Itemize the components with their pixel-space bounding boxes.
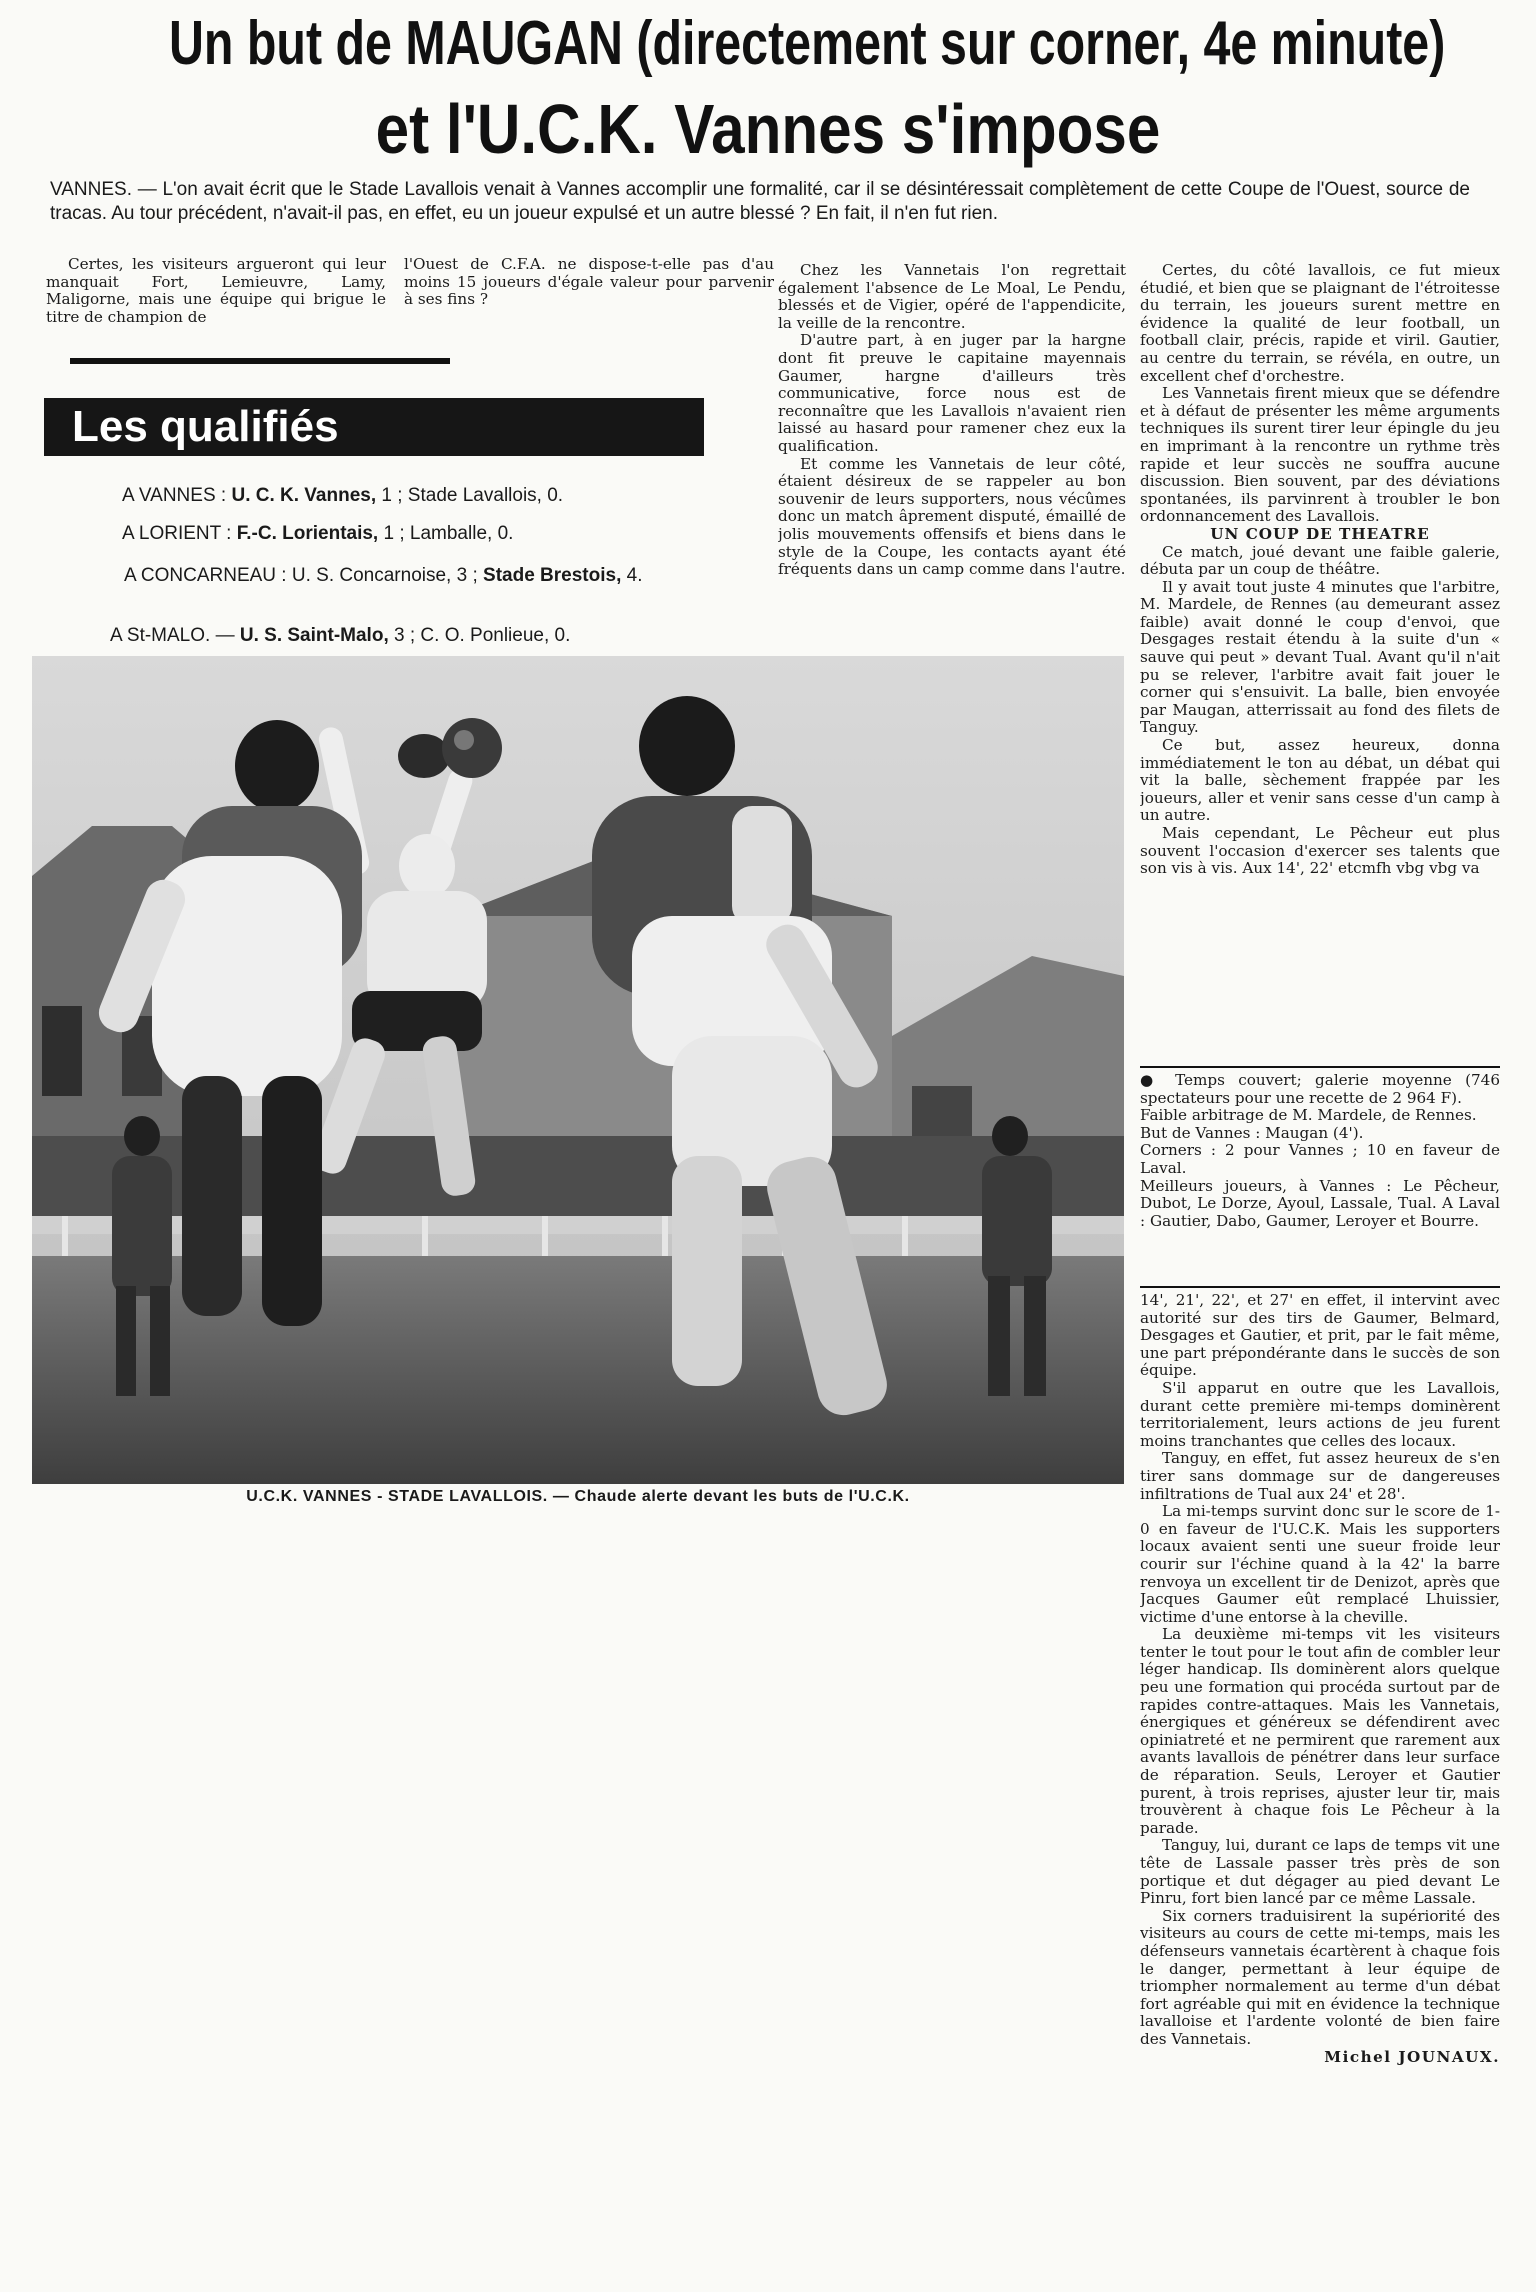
result-winner: U. C. K. Vannes, (231, 485, 377, 506)
paragraph: Et comme les Vannetais de leur côté, étaient désireux de se rappeler au bon souvenir de leurs supporters, nous vécûmes donc un match âprement disputé, émaillé de jolis mouvements offensifs et biens dans le style de la Coupe, les contacts ayant été fréquents dans un camp comme dans l'autre. (778, 454, 1126, 579)
result-winner: U. S. Saint-Malo, (239, 625, 389, 646)
info-line: Meilleurs joueurs, à Vannes : Le Pêcheur, Dubot, Le Dorze, Ayoul, Lassale, Tual. A Laval : Gautier, Dabo, Gaumer, Leroyer et Bourre. (1140, 1176, 1500, 1230)
column-2-text (404, 256, 774, 309)
result-concarneau (84, 564, 734, 588)
info-line: Corners : 2 pour Vannes ; 10 en faveur de Laval. (1140, 1141, 1500, 1177)
paragraph: Chez les Vannetais l'on regrettait également l'absence de Le Moal, Le Pendu, blessés et de Vigier, opéré de l'appendicite, la veille de la rencontre. (778, 262, 1126, 332)
match-photo (32, 656, 1124, 1484)
column-1-text (46, 256, 386, 326)
result-lorient (122, 522, 513, 546)
paragraph: l'Ouest de C.F.A. ne dispose-t-elle pas d'au moins 15 joueurs d'égale valeur pour parvenir à ses fins ? (404, 256, 774, 309)
headline-line2: et l'U.C.K. Vannes s'impose (375, 90, 1161, 168)
result-rest: 3 ; C. O. Ponlieue, 0. (394, 625, 571, 646)
paragraph: Six corners traduisirent la supériorité des visiteurs au cours de cette mi-temps, mais les défenseurs vannetais écartèrent à chaque fois le danger, permettant à leur équipe de triompher normalement au terme d'un débat fort agréable qui mit en évidence la technique lavalloise et l'ardente volonté de bien faire des Vannetais. (1140, 1906, 1500, 2048)
result-rest: 1 ; Stade Lavallois, 0. (381, 485, 564, 506)
lead-paragraph: VANNES. — L'on avait écrit que le Stade Lavallois venait à Vannes accomplir une formalité, car il se désintéressait complètement de cette Coupe de l'Ouest, source de tracas. Au tour précédent, n'avait-il pas, en effet, eu un joueur expulsé et un autre blessé ? En fait, il n'en fut rien. (50, 179, 1470, 224)
result-rest: U. S. Concarnoise, 3 ; (291, 565, 478, 586)
paragraph: Tanguy, lui, durant ce laps de temps vit une tête de Lassale passer très près de son portique et dut dégager au pied devant Le Pinru, fort bien lancé par ce même Lassale. (1140, 1836, 1500, 1908)
paragraph: Les Vannetais firent mieux que se défendre et à défaut de présenter les même arguments techniques ils surent tirer leur épingle du jeu en imprimant à la rencontre un rythme très rapide et leur succès ne souffra aucune discussion. Bien souvent, par des déviations spontanées, ils parvinrent à troubler le bon ordonnancement des Lavallois. (1140, 384, 1500, 526)
info-line: ● Temps couvert; galerie moyenne (746 spectateurs pour une recette de 2 964 F). (1140, 1072, 1500, 1107)
paragraph: Tanguy, en effet, fut assez heureux de s'en tirer sans dommage sur de dangereuses infiltrations de Tual aux 24' et 28'. (1140, 1449, 1500, 1503)
info-line: Faible arbitrage de M. Mardele, de Rennes. (1140, 1106, 1477, 1125)
result-saint-malo (110, 624, 570, 648)
info-line: But de Vannes : Maugan (4'). (1140, 1123, 1364, 1142)
paragraph: S'il apparut en outre que les Lavallois, durant cette première mi-temps dominèrent territorialement, leurs actions de jeu furent moins tranchantes que celles des locaux. (1140, 1378, 1500, 1450)
paragraph: Certes, les visiteurs argueront qui leur manquait Fort, Lemieuvre, Lamy, Maligorne, mais une équipe qui brigue le titre de champion de (46, 256, 386, 326)
result-vannes (122, 484, 563, 508)
result-place: A VANNES : (122, 485, 227, 506)
column-4-continued (1140, 1292, 1500, 2282)
paragraph: La mi-temps survint donc sur le score de 1-0 en faveur de l'U.C.K. Mais les supporters locaux avaient senti une sueur froide leur courir sur l'échine quand à la 42' la barre renvoya un excellent tir de Denizot, après que Jacques Gaumer eût remplacé Lhuissier, victime d'une entorse à la cheville. (1140, 1502, 1500, 1626)
paragraph: D'autre part, à en juger par la hargne dont fit preuve le capitaine mayennais Gaumer, hargne d'ailleurs très communicative, force nous est de reconnaître que les Lavallois n'avaient rien laissé au hasard pour ramener chez eux la qualification. (778, 331, 1126, 455)
box-rule-top (1140, 1066, 1500, 1068)
column-3-text (778, 262, 1126, 654)
author-signature: Michel JOUNAUX. (1324, 2047, 1500, 2066)
result-place: A St-MALO. — (110, 625, 235, 646)
column-4-text (1140, 262, 1500, 1062)
headline-line1: Un but de MAUGAN (directement sur corner, 4e minute) (168, 9, 1446, 78)
result-place: A CONCARNEAU : (124, 565, 287, 586)
result-place: A LORIENT : (122, 523, 232, 544)
result-winner: F.-C. Lorientais, (236, 523, 379, 544)
match-info-box (1140, 1072, 1500, 1282)
paragraph: Ce but, assez heureux, donna immédiatement le ton au débat, un débat qui vit la balle, sèchement frappée par les joueurs, aller et venir sans cesse d'un camp à un autre. (1140, 736, 1500, 825)
result-winner: Stade Brestois, (483, 565, 622, 586)
paragraph: La deuxième mi-temps vit les visiteurs tenter le tout pour le tout afin de combler leur léger handicap. Ils dominèrent alors quelque peu une formation qui procéda surtout par de rapides contre-attaques. Mais les Vannetais, énergiques et généreux se défendirent avec opiniatreté et ne permirent que rarement aux avants lavallois de pénétrer dans leur surface de réparation. Seuls, Leroyer et Gautier purent, à trois reprises, ajuster leur tir, mais trouvèrent à chaque fois Le Pêcheur à la parade. (1140, 1625, 1500, 1837)
paragraph: Il y avait tout juste 4 minutes que l'arbitre, M. Mardele, de Rennes (au demeurant assez faible) avait donné le coup d'envoi, que Desgages restait étendu à la suite d'un « sauve qui peut » devant Tual. Avant qu'il n'ait pu se relever, l'arbitre avait fait jouer le corner qui s'ensuivit. La balle, bien envoyée par Maugan, atterrissait au fond des filets de Tanguy. (1140, 577, 1500, 737)
photo-illustration (32, 656, 1124, 1484)
result-rest: 1 ; Lamballe, 0. (383, 523, 514, 544)
paragraph: Ce match, joué devant une faible galerie, débuta par un coup de théâtre. (1140, 542, 1500, 579)
photo-caption: U.C.K. VANNES - STADE LAVALLOIS. — Chaude alerte devant les buts de l'U.C.K. (246, 1488, 910, 1505)
result-rest: 4. (626, 565, 643, 586)
paragraph: Mais cependant, Le Pêcheur eut plus souvent l'occasion d'exercer ses talents que son vis à vis. Aux 14', 22' etcmfh vbg vbg va (1140, 824, 1500, 878)
paragraph: Certes, du côté lavallois, ce fut mieux étudié, et bien que se plaignant de l'étroitesse du terrain, les joueurs surent mettre en évidence la qualité de leur football, un football clair, précis, rapide et viril. Gautier, au centre du terrain, se révéla, en outre, un excellent chef d'orchestre. (1140, 262, 1500, 385)
box-rule-bottom (1140, 1286, 1500, 1288)
subheading: UN COUP DE THEATRE (1210, 524, 1430, 543)
qualifies-title: Les qualifiés (44, 398, 704, 456)
paragraph: 14', 21', 22', et 27' en effet, il intervint avec autorité sur des tirs de Gaumer, Belmard, Desgages et Gautier, et prit, par le fait même, une part prépondérante dans le succès de son équipe. (1140, 1292, 1500, 1380)
separator-rule (70, 358, 450, 364)
